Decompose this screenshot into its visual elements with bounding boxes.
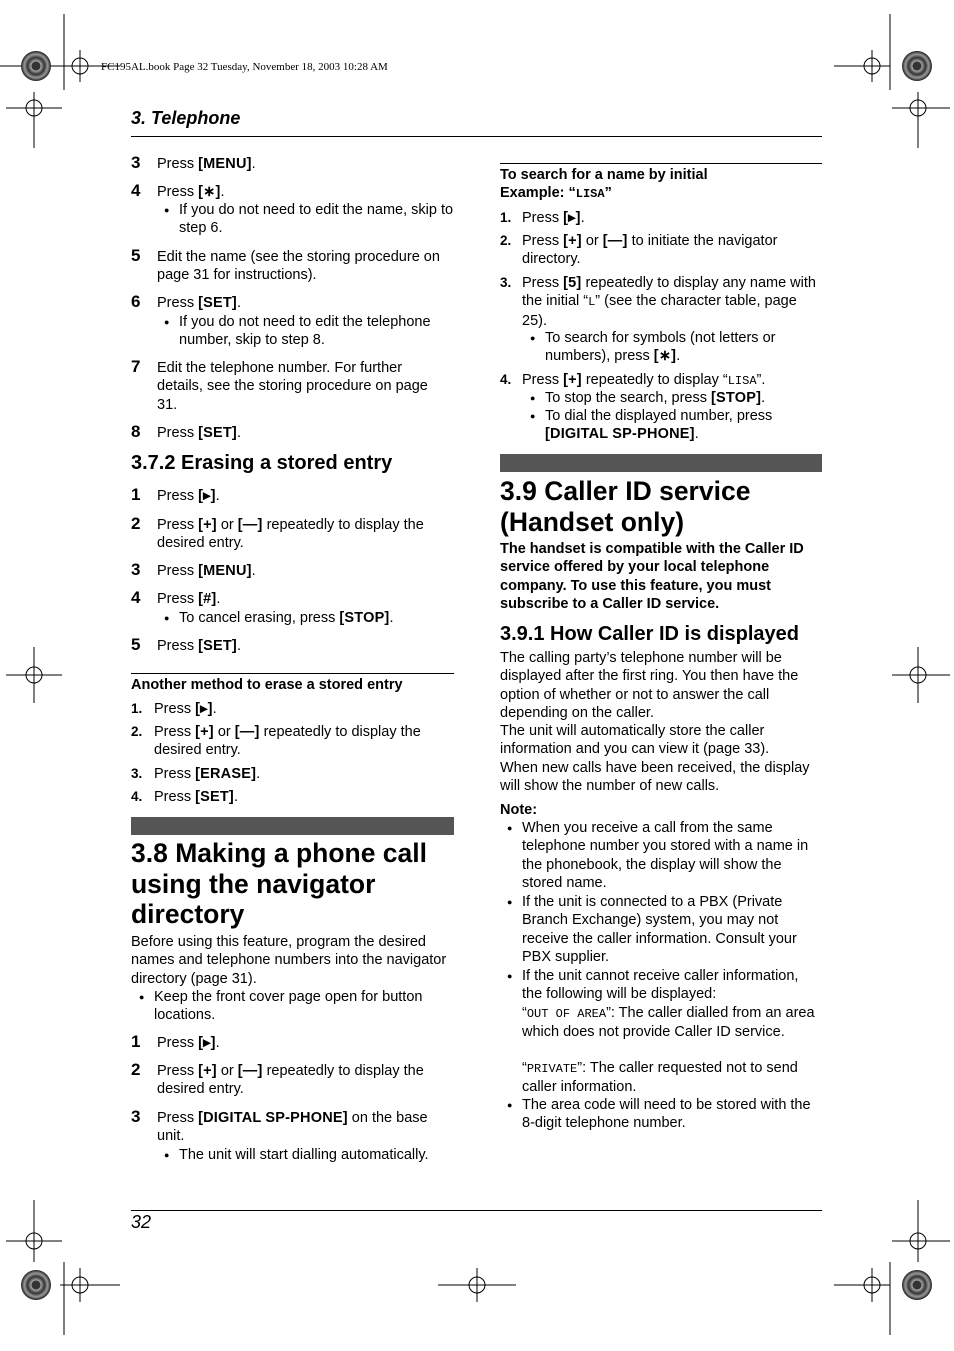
- list-item: ● If you do not need to edit the name, skip to step 6.: [179, 201, 454, 238]
- list-item: ● The unit will start dialling automatically.: [179, 1146, 454, 1164]
- section-3-8-intro: Before using this feature, program the desired names and telephone numbers into the navigator directory (page 31).: [131, 934, 447, 987]
- paragraph: The calling party’s telephone number will be displayed after the first ring. You then have the option of whether or not to answer the call depending on the caller.: [500, 650, 799, 721]
- divider: [500, 163, 822, 164]
- list-item: ● To dial the displayed number, press [DIGITAL SP-PHONE].: [545, 407, 822, 444]
- list-item: ● To search for symbols (not letters or numbers), press [∗].: [545, 329, 822, 366]
- note-label: Note:: [500, 802, 538, 818]
- section-3-9-title: 3.9 Caller ID service (Handset only): [500, 476, 751, 537]
- search-example: Example: “LISA”: [500, 185, 612, 201]
- out-of-area-item: “OUT OF AREA”: The caller dialled from an area which does not provide Caller ID service.: [522, 1005, 815, 1041]
- file-info: FC195AL.book Page 32 Tuesday, November 18, 2003 10:28 AM: [101, 61, 388, 73]
- list-item: ● To cancel erasing, press [STOP].: [179, 609, 454, 627]
- list-item: ● Keep the front cover page open for button locations.: [154, 988, 454, 1025]
- section-3-9-intro: The handset is compatible with the Caller ID service offered by your local telephone company. To use this feature, you must subscribe to a Caller ID service.: [500, 541, 804, 612]
- list-item: ● To stop the search, press [STOP].: [545, 389, 822, 407]
- registration-circle: [21, 1270, 51, 1300]
- paragraph: The unit will automatically store the caller information and you can view it (page 33).: [500, 723, 770, 758]
- erasing-heading: 3.7.2 Erasing a stored entry: [131, 452, 393, 474]
- page-number: 32: [131, 1212, 152, 1232]
- footer-rule: [131, 1210, 822, 1211]
- divider: [131, 673, 454, 674]
- another-heading: Another method to erase a stored entry: [131, 677, 403, 693]
- list-item: ● If the unit cannot receive caller information, the following will be displayed:: [522, 967, 822, 1004]
- list-item: ● If the unit is connected to a PBX (Private Branch Exchange) system, you may not receive the caller information. Consult your PBX supplier.: [522, 893, 822, 966]
- section-header: 3. Telephone: [131, 108, 241, 128]
- list-item: ● The area code will need to be stored with the 8-digit telephone number.: [522, 1096, 822, 1133]
- registration-circle: [21, 51, 51, 81]
- registration-circle: [902, 51, 932, 81]
- search-heading: To search for a name by initial: [500, 167, 708, 183]
- private-item: “PRIVATE”: The caller requested not to send caller information.: [522, 1060, 798, 1096]
- header-rule: [131, 136, 822, 137]
- section-bar: [500, 454, 822, 472]
- section-3-8-title: 3.8 Making a phone call using the navigator directory: [131, 838, 428, 929]
- list-item: ● When you receive a call from the same telephone number you stored with a name in the phonebook, the display will show the stored name.: [522, 819, 822, 892]
- list-item: ● If you do not need to edit the telephone number, skip to step 8.: [179, 313, 454, 350]
- section-bar: [131, 817, 454, 835]
- registration-circle: [902, 1270, 932, 1300]
- paragraph: When new calls have been received, the display will show the number of new calls.: [500, 760, 810, 795]
- caller-id-display-heading: 3.9.1 How Caller ID is displayed: [500, 623, 800, 645]
